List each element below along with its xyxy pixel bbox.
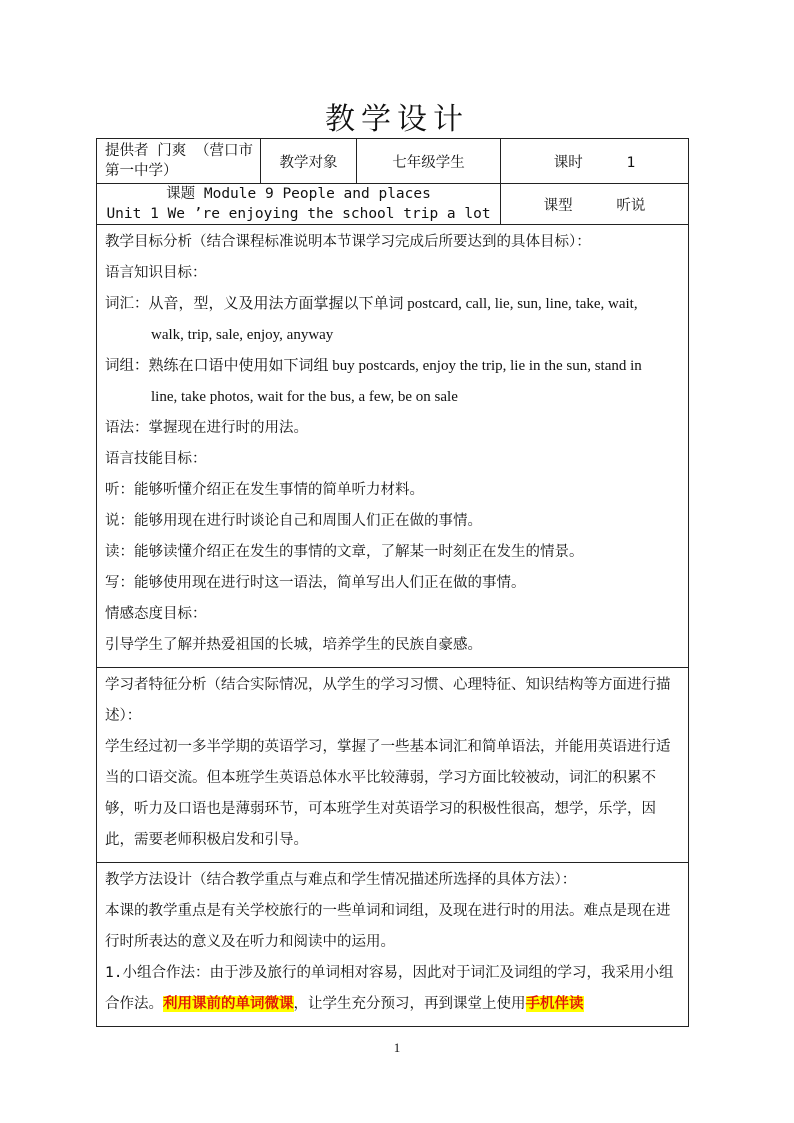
reading-line: 读：能够读懂介绍正在发生的事情的文章，了解某一时刻正在发生的情景。 [105,544,584,560]
highlight-micro-lesson: 利用课前的单词微课 [163,996,294,1012]
emotion-heading: 情感态度目标： [105,606,207,622]
skills-heading: 语言技能目标： [105,451,207,467]
writing-line: 写：能够使用现在进行时这一语法，简单写出人们正在做的事情。 [105,575,526,591]
lesson-type-label: 课型 [543,197,573,214]
page-number: 1 [393,1040,401,1055]
period-label: 课时 [553,154,583,171]
vocabulary-text-1: 从音，型，义及用法方面掌握以下单词 postcard, call, lie, sun, line, take, wait, [148,296,638,312]
header-row [97,139,689,184]
topic-cell [97,184,501,225]
document-title: 教学设计 [325,102,469,137]
objectives-heading: 教学目标分析（结合课程标准说明本节课学习完成后所要达到的具体目标）： [105,234,591,250]
language-knowledge-heading: 语言知识目标： [105,265,207,281]
grammar-line: 语法：掌握现在进行时的用法。 [105,420,308,436]
vocabulary-line [105,289,680,320]
topic-row [97,184,689,225]
method-cell [97,863,689,1027]
target-value-cell: 七年级学生 [357,139,501,184]
learner-text: 学生经过初一多半学期的英语学习，掌握了一些基本词汇和简单语法，并能用英语进行适当的口语交流。但本班学生英语总体水平比较薄弱，学习方面比较被动，词汇的积累不够，听力及口语也是薄弱环节，可本班学生对英语学习的积极性很高，想学，乐学，因此，需要老师积极启发和引导。 [105,739,671,848]
method-item-1-text: 1.小组合作法：由于涉及旅行的单词相对容易，因此对于词汇及词组的学习，我采用小组合作法。 [105,965,674,1012]
topic-line-2: Unit 1 We ’re enjoying the school trip a lot [106,206,491,222]
method-focus: 本课的教学重点是有关学校旅行的一些单词和词组，及现在进行时的用法。难点是现在进行时所表达的意义及在听力和阅读中的运用。 [105,903,671,950]
objectives-row [97,225,689,668]
lesson-type-cell [501,184,689,225]
phrase-label: 词组： [105,358,149,374]
speaking-line: 说：能够用现在进行时谈论自己和周围人们正在做的事情。 [105,513,482,529]
learner-row [97,668,689,863]
highlight-phone-reading: 手机伴读 [525,996,584,1012]
target-label-cell: 教学对象 [261,139,357,184]
topic-line-1: 课题 Module 9 People and places [166,186,431,202]
phrase-text-1: 熟练在口语中使用如下词组 buy postcards, enjoy the trip, lie in the sun, stand in [148,358,642,374]
learner-heading: 学习者特征分析（结合实际情况，从学生的学习习惯、心理特征、知识结构等方面进行描述）： [105,677,671,724]
emotion-text: 引导学生了解并热爱祖国的长城，培养学生的民族自豪感。 [105,637,482,653]
provider-cell: 提供者 门爽 （营口市第一中学） [97,139,261,184]
method-heading: 教学方法设计（结合教学重点与难点和学生情况描述所选择的具体方法）： [105,872,577,888]
method-row [97,863,689,1027]
vocabulary-label: 词汇： [105,296,149,312]
objectives-cell [97,225,689,668]
vocabulary-text-2: walk, trip, sale, enjoy, anyway [151,327,334,343]
learner-cell [97,668,689,863]
lesson-type-value: 听说 [616,197,646,214]
period-cell [501,139,689,184]
period-value: 1 [626,154,636,171]
method-item-1-continuation: ，让学生充分预习，再到课堂上使用 [293,996,526,1012]
lesson-plan-table [96,138,689,1027]
phrase-text-2: line, take photos, wait for the bus, a few, be on sale [151,389,458,405]
phrase-line [105,351,680,382]
listening-line: 听：能够听懂介绍正在发生事情的简单听力材料。 [105,482,424,498]
method-item-1 [105,958,680,1020]
